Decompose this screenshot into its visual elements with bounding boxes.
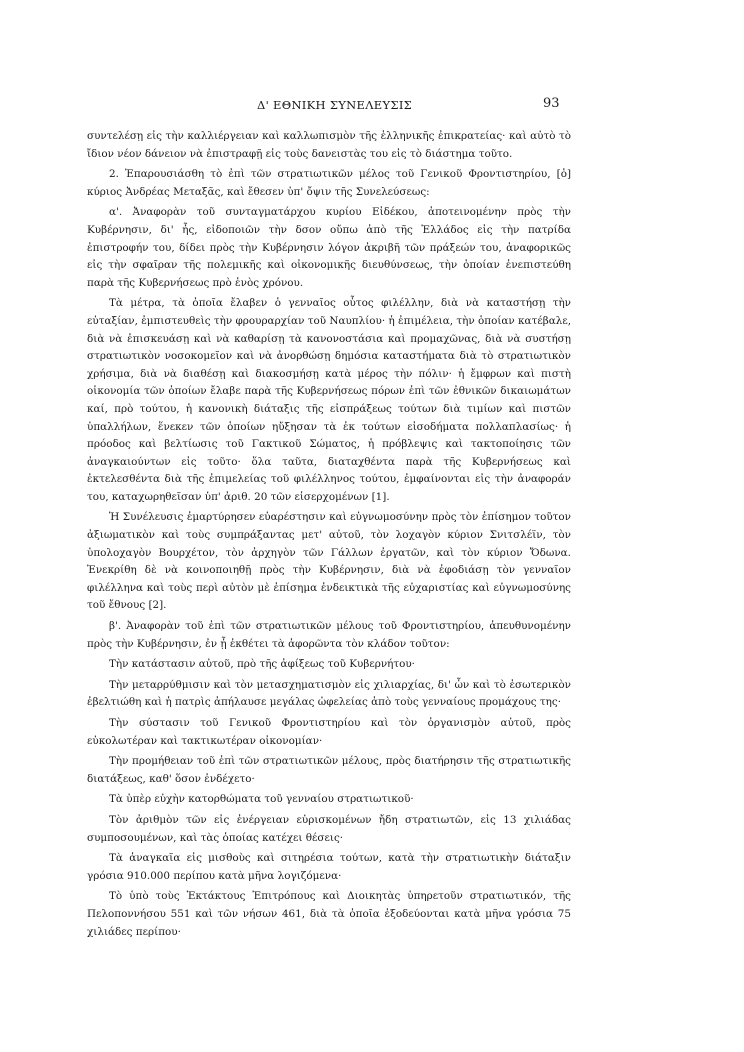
paragraph-assembly-gratitude: Ἡ Συνέλευσις ἐμαρτύρησεν εὐαρέστησιν καὶ εὐγνωμοσύνην πρὸς τὸν ἐπίσημον τοῦτον ἀξιωματικὸν καὶ τοὺς συμπράξαντας μετ' αὐτοῦ, τὸν λοχαγὸν κύριον Σνιτσλέϊν, τὸν ὑπολοχαγὸν Βουρχέτον, τὸν ἀρχηγὸν τῶν Γάλλων ἐργατῶν, καὶ τὸν κύριον Ὄδωνα. Ἐνεκρίθη δὲ νὰ κοινοποιηθῇ πρὸς τὴν Κυβέρνησιν, διὰ νὰ ἐφοδιάσῃ τὸν γενναῖον φιλέλληνα καὶ τοὺς περὶ αὐτὸν μὲ ἐπίσημα ἐνδεικτικὰ τῆς εὐχαριστίας καὶ εὐγνωμοσύνης τοῦ ἔθνους [2].: [87, 511, 571, 612]
list-item: Τὴν κατάστασιν αὐτοῦ, πρὸ τῆς ἀφίξεως τοῦ Κυβερνήτου·: [109, 658, 415, 671]
paragraph-continuation: συντελέσῃ εἰς τὴν καλλιέργειαν καὶ καλλωπισμὸν τῆς ἑλληνικῆς ἐπικρατείας· καὶ αὐτὸ τὸ ἴδιον νέον δάνειον νὰ ἐπιστραφῇ εἰς τοὺς δανειστὰς του εἰς τὸ διάστημα τοῦτο.: [87, 130, 571, 160]
list-item: Τὴν σύστασιν τοῦ Γενικοῦ Φροντιστηρίου καὶ τὸν ὀργανισμὸν αὐτοῦ, πρὸς εὐκολωτέραν καὶ τακτικωτέραν οἰκονομίαν·: [87, 717, 571, 747]
paragraph-item-2: 2. Ἐπαρουσιάσθη τὸ ἐπὶ τῶν στρατιωτικῶν μέλος τοῦ Γενικοῦ Φροντιστηρίου, [ὁ] κύριος Ἀνδρέας Μεταξᾶς, καὶ ἔθεσεν ὑπ' ὄψιν τῆς Συνελεύσεως:: [87, 168, 571, 198]
list-item: Τὸν ἀριθμὸν τῶν εἰς ἐνέργειαν εὑρισκομένων ἤδη στρατιωτῶν, εἰς 13 χιλιάδας συμποσουμένων, καὶ τὰς ὁποίας κατέχει θέσεις·: [87, 813, 571, 844]
paragraph-report-a: α'. Ἀναφορὰν τοῦ συνταγματάρχου κυρίου Εἰδέκου, ἀποτεινομένην πρὸς τὴν Κυβέρνησιν, δι' ἧς, εἰδοποιῶν τὴν δσον οὔπω ἀπὸ τῆς Ἑλλάδος εἰς τὴν πατρίδα ἐπιστροφήν του, δίδει πρὸς τὴν Κυβέρνησιν λόγον ἀκριβῆ τῶν πράξεών του, ἀναφορικῶς εἰς τὴν σφαῖραν τῆς πολεμικῆς καὶ οἰκονομικῆς διευθύνσεως, τὴν ὁποίαν ἐνεπιστεύθη παρὰ τῆς Κυβερνήσεως πρὸ ἑνὸς χρόνου.: [87, 206, 571, 289]
list-item: Τὸ ὑπὸ τοὺς Ἐκτάκτους Ἐπιτρόπους καὶ Διοικητὰς ὑπηρετοῦν στρατιωτικόν, τῆς Πελοποννήσου 551 καὶ τῶν νήσων 461, διὰ τὰ ὁποῖα ἐξοδεύονται κατὰ μῆνα γρόσια 75 χιλιάδες περίπου·: [87, 890, 571, 938]
list-item: Τὴν μεταρρύθμισιν καὶ τὸν μετασχηματισμὸν εἰς χιλιαρχίας, δι' ὧν καὶ τὸ ἐσωτερικὸν ἐβελτιώθη καὶ ἡ πατρὶς ἀπήλαυσε μεγάλας ὠφελείας ἀπὸ τοὺς γενναίους προμάχους της·: [87, 678, 571, 709]
list-item: Τὰ ἀναγκαῖα εἰς μισθοὺς καὶ σιτηρέσια τούτων, κατὰ τὴν στρατιωτικὴν διάταξιν γρόσια 910.000 περίπου κατὰ μῆνα λογιζόμενα·: [87, 852, 571, 882]
body-text: [87, 128, 571, 944]
running-title: Δ' ΕΘΝΙΚΗ ΣΥΝΕΛΕΥΣΙΣ: [257, 98, 413, 112]
paragraph-report-b: β'. Ἀναφορὰν τοῦ ἐπὶ τῶν στρατιωτικῶν μέλους τοῦ Φροντιστηρίου, ἀπευθυνομένην πρὸς τὴν Κυβέρνησιν, ἐν ᾗ ἐκθέτει τὰ ἀφορῶντα τὸν κλάδον τοῦτον:: [87, 620, 571, 650]
list-item: Τὰ ὑπὲρ εὐχὴν κατορθώματα τοῦ γενναίου στρατιωτικοῦ·: [109, 793, 414, 806]
paragraph-measures: Τὰ μέτρα, τὰ ὁποῖα ἔλαβεν ὁ γενναῖος οὗτος φιλέλλην, διὰ νὰ καταστήσῃ τὴν εὐταξίαν, ἐμπιστευθεὶς τὴν φρουραρχίαν τοῦ Ναυπλίου· ἡ ἐπιμέλεια, τὴν ὁποίαν κατέβαλε, διὰ νὰ ἐπισκευάσῃ καὶ νὰ καθαρίσῃ τὰ κανονοστάσια καὶ προμαχῶνας, διὰ νὰ συστήσῃ στρατιωτικὸν νοσοκομεῖον καὶ νὰ ἀνορθώσῃ δημόσια καταστήματα διὰ τὸ στρατιωτικὸν χρήσιμα, διὰ νὰ διαθέσῃ καὶ διακοσμήσῃ κατὰ μέρος τὴν πόλιν· ἡ ἔμφρων καὶ πιστὴ οἰκονομία τῶν ὁποίων ἔλαβε παρὰ τῆς Κυβερνήσεως πόρων ἐπὶ τῶν ἐθνικῶν δικαιωμάτων καί, πρὸ τούτου, ἡ κανονικὴ διάταξις τῆς εἰσπράξεως τούτων διὰ τιμίων καὶ πιστῶν ὑπαλλήλων, ἕνεκεν τῶν ὁποίων ηὔξησαν τὰ ἐκ τούτων εἰσοδήματα πολλαπλασίως· ἡ πρόοδος καὶ βελτίωσις τοῦ Γακτικοῦ Σώματος, ἡ πρόβλεψις καὶ τακτοποίησις τῶν ἀναγκαιούντων εἰς τοῦτο· ὅλα ταῦτα, διαταχθέντα παρὰ τῆς Κυβερνήσεως καὶ ἐκτελεσθέντα διὰ τῆς ἐπιμελείας τοῦ φιλέλληνος τούτου, ἐμφαίνονται εἰς τὴν ἀναφοράν του, καταχωρηθεῖσαν ὑπ' ἀριθ. 20 τῶν εἰσερχομένων [1].: [87, 297, 571, 503]
list-item: Τὴν προμήθειαν τοῦ ἐπὶ τῶν στρατιωτικῶν μέλους, πρὸς διατήρησιν τῆς στρατιωτικῆς διατάξεως, καθ' ὅσον ἐνδέχετο·: [87, 755, 571, 785]
page-number: 93: [543, 96, 560, 111]
